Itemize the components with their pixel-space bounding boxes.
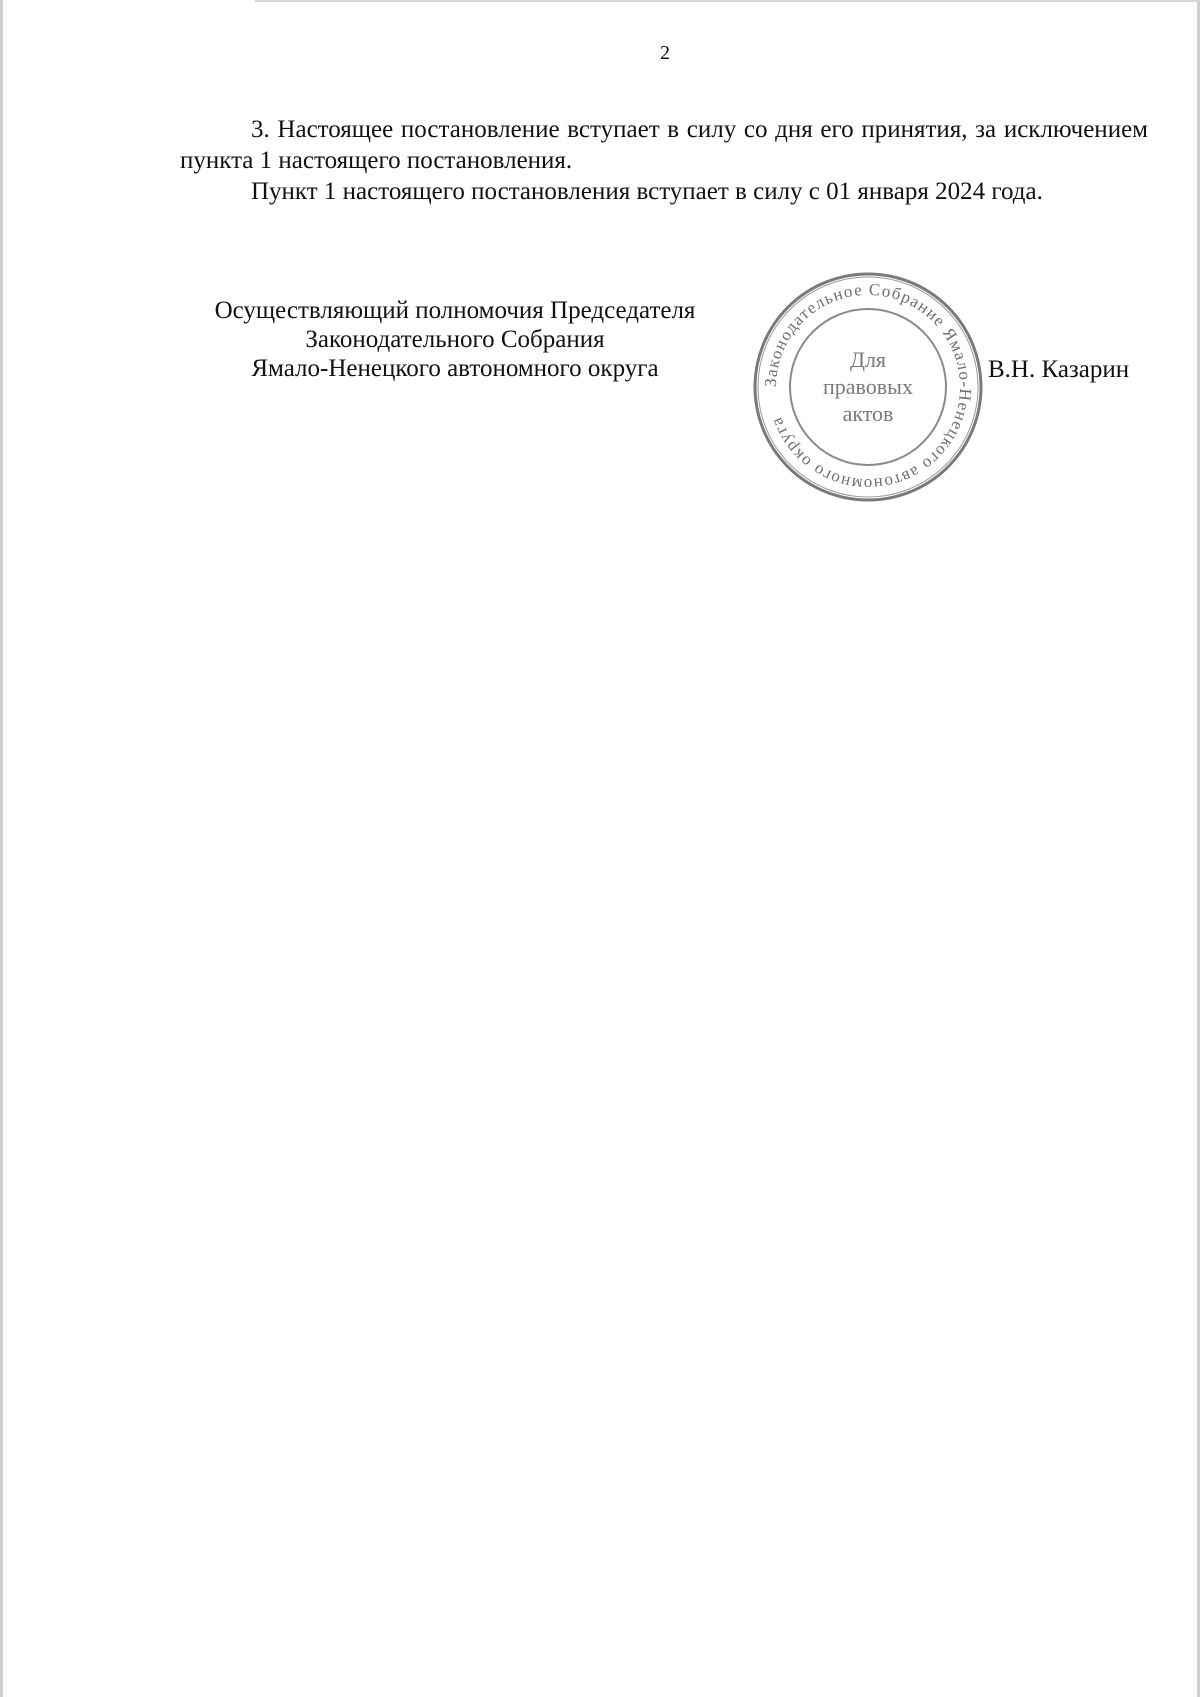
stamp-center-line-1: Для	[849, 347, 887, 372]
signatory-line-1: Осуществляющий полномочия Председателя	[214, 297, 696, 324]
signer-name: В.Н. Казарин	[988, 356, 1130, 383]
page-edge-left	[0, 0, 3, 1697]
paragraph-effective-date: Пункт 1 настоящего постановления вступает в силу с 01 января 2024 года.	[251, 178, 1043, 205]
stamp-ring-text-path: Законодательное Собрание Ямало-Ненецкого автономного округа	[760, 279, 976, 495]
stamp-center-line-3: актов	[842, 401, 894, 426]
signatory-line-3: Ямало-Ненецкого автономного округа	[251, 355, 659, 382]
paragraph-3: 3. Настоящее постановление вступает в силу со дня его принятия, за исключением пункта 1 настоящего постановления.	[180, 116, 1148, 174]
official-stamp	[748, 267, 988, 507]
document-body	[180, 114, 1148, 207]
page-number: 2	[660, 42, 670, 64]
page-edge-top	[255, 0, 1200, 2]
signatory-title	[170, 296, 740, 383]
signatory-line-2: Законодательного Собрания	[305, 326, 605, 353]
stamp-center-line-2: правовых	[823, 374, 913, 399]
